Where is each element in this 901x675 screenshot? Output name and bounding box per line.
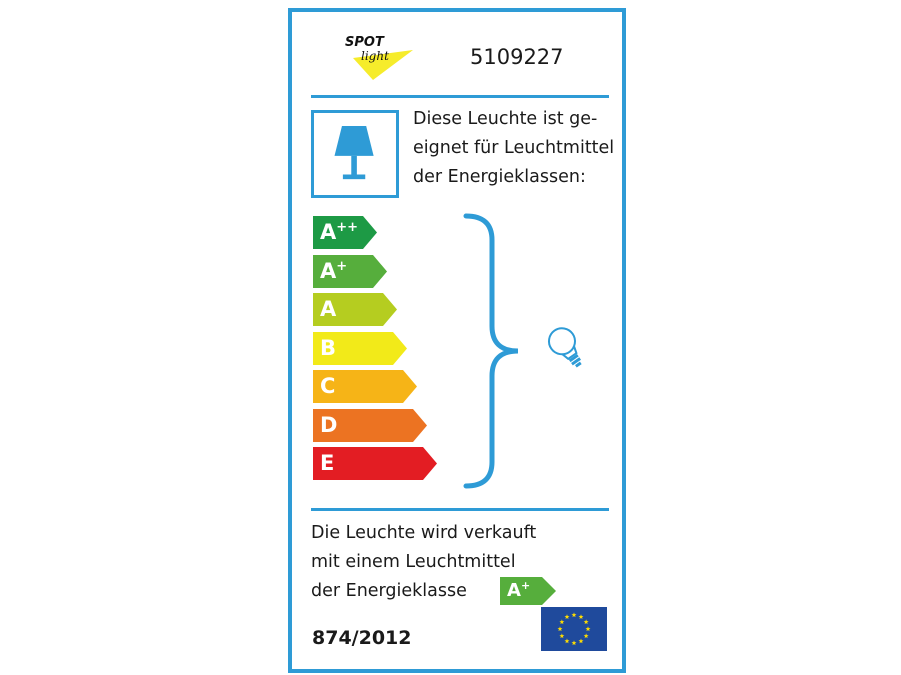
divider-bottom <box>311 508 609 511</box>
spotlight-logo <box>343 30 415 80</box>
divider-top <box>311 95 609 98</box>
product-number: 5109227 <box>470 45 564 69</box>
energy-class-label: A++ <box>320 220 359 244</box>
eu-flag-icon <box>541 607 607 651</box>
energy-class-arrow <box>313 255 387 288</box>
energy-class-arrow <box>313 332 407 365</box>
energy-class-label: B <box>320 335 337 360</box>
energy-class-label: A <box>320 297 337 321</box>
energy-class-arrow <box>313 370 417 403</box>
energy-class-label: A+ <box>320 258 348 283</box>
svg-text:SPOT: SPOT <box>345 35 384 50</box>
energy-class-arrow <box>313 447 437 480</box>
energy-class-label: C <box>320 374 336 398</box>
curly-bracket <box>460 210 532 492</box>
energy-class-arrow <box>313 293 397 326</box>
sold-class-letter: A+ <box>507 579 531 601</box>
suitable-for-classes-text: Diese Leuchte ist ge- eignet für Leuchtmittel der Energieklassen: <box>413 109 615 187</box>
lamp-icon <box>311 110 399 198</box>
energy-class-arrow <box>313 216 377 249</box>
sold-with-class-text: Die Leuchte wird verkauft mit einem Leuchtmittel der Energieklasse <box>311 523 537 601</box>
svg-text:light: light <box>361 49 389 63</box>
energy-class-label: E <box>320 451 335 475</box>
energy-class-label: D <box>320 412 338 437</box>
energy-class-arrow <box>313 409 427 442</box>
sold-class-arrow <box>500 577 556 605</box>
regulation-number: 874/2012 <box>312 627 412 649</box>
light-bulb-icon <box>540 322 592 372</box>
